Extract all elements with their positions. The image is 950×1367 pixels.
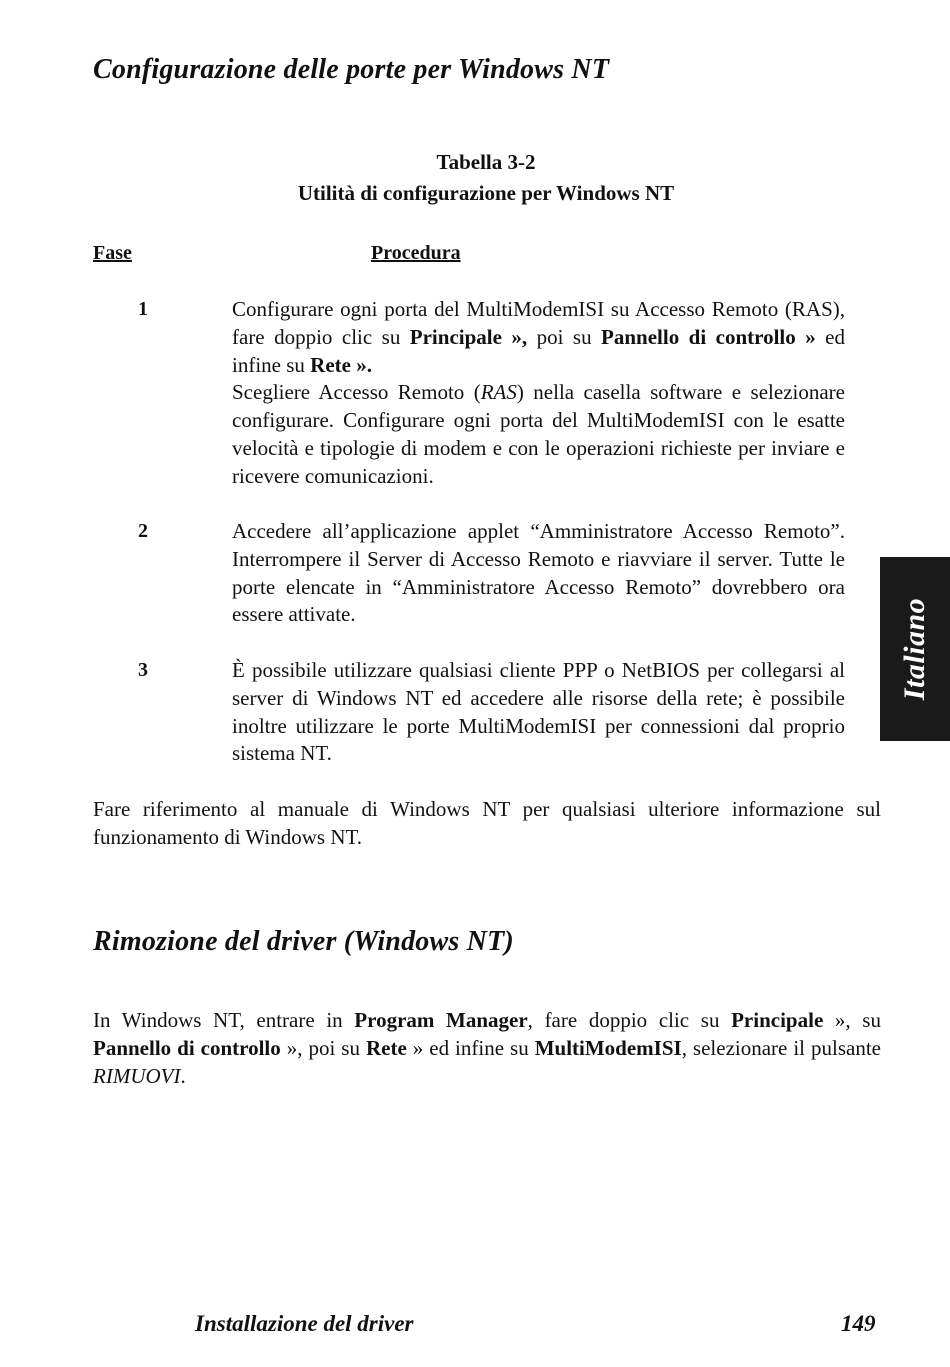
language-label: Italiano [898,597,931,701]
step-procedure: Accedere all’applicazione applet “Amministratore Accesso Remoto”. Interrompere il Server di Accesso Remoto e riavviare il server. Tutte le porte elencate in “Amministratore Accesso Remoto” dovrebbero ora essere attivate. [232,519,845,627]
page-number: 149 [841,1311,876,1336]
language-side-tab [880,557,950,741]
table-caption-title: Utilità di configurazione per Windows NT [297,181,675,205]
section-title-remove: Rimozione del driver (Windows NT) [93,926,514,957]
note-paragraph: Fare riferimento al manuale di Windows NT per qualsiasi ulteriore informazione sul funzionamento di Windows NT. [93,797,881,849]
footer-chapter-title: Installazione del driver [195,1311,414,1336]
step-procedure: Configurare ogni porta del MultiModemISI su Accesso Remoto (RAS), fare doppio clic su Principale », poi su Pannello di controllo » ed infine su Rete ». Scegliere Accesso Remoto (RAS) nella casella software e selezionare configurare. Configurare ogni porta del MultiModemISI con le esatte velocità e tipologie di modem e con le operazioni richieste per inviare e ricevere comunicazioni. [232,297,845,488]
step-number: 2 [138,520,148,542]
step-number: 1 [138,298,148,320]
step-procedure: È possibile utilizzare qualsiasi cliente PPP o NetBIOS per collegarsi al server di Windows NT ed accedere alle risorse della rete; è possibile inoltre utilizzare le porte MultiModemISI per connessioni dal proprio sistema NT. [232,658,845,766]
column-header-procedura: Procedura [371,242,461,264]
remove-instructions: In Windows NT, entrare in Program Manager, fare doppio clic su Principale », su Pannello di controllo », poi su Rete » ed infine su MultiModemISI, selezionare il pulsante RIMUOVI. [93,1008,881,1088]
column-header-fase: Fase [93,242,132,264]
table-caption-number: Tabella 3-2 [436,150,536,174]
step-number: 3 [138,659,148,681]
section-title-config: Configurazione delle porte per Windows NT [93,54,610,85]
